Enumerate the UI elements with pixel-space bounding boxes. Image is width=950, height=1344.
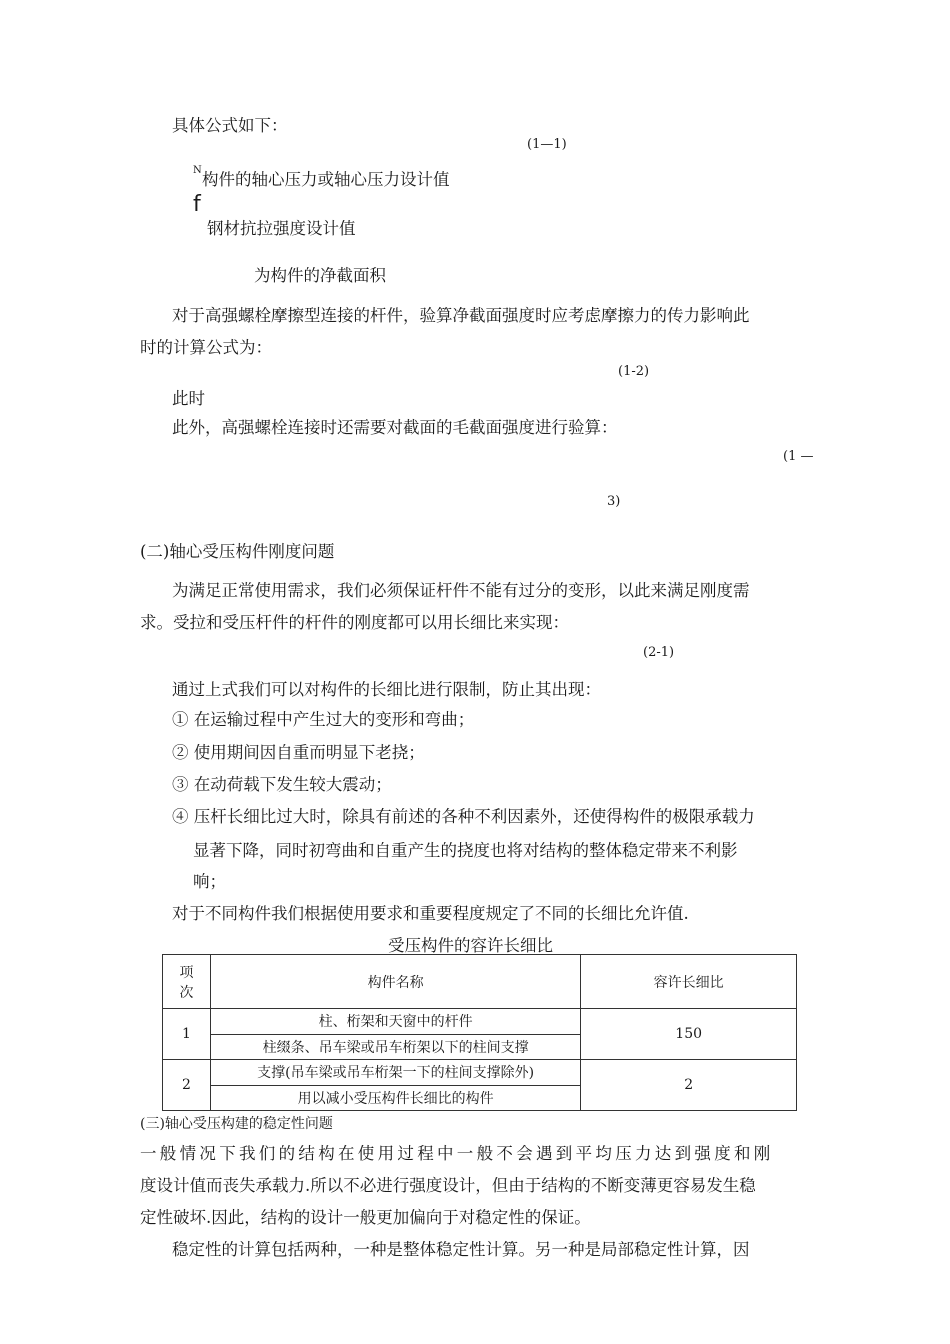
definition-n: 构件的轴心压力或轴心压力设计值 (202, 170, 450, 189)
header-name: 构件名称 (210, 955, 580, 1009)
table-row (163, 1009, 797, 1060)
para-allowable: 对于不同构件我们根据使用要求和重要程度规定了不同的长细比允许值. (172, 904, 689, 923)
header-item-line1: 项 (179, 964, 194, 981)
para-friction-line1: 对于高强螺栓摩擦型连接的杆件，验算净截面强度时应考虑摩擦力的传力影响此 (172, 306, 750, 325)
para-stability-line4: 稳定性的计算包括两种，一种是整体稳定性计算。另一种是局部稳定性计算，因 (172, 1240, 750, 1259)
row1-name-1: 柱、桁架和天窗中的杆件 (318, 1014, 473, 1031)
para-friction-line2: 时的计算公式为： (140, 338, 272, 357)
row1-item: 1 (163, 1009, 211, 1060)
para-gross: 此外，高强螺栓连接时还需要对截面的毛截面强度进行验算： (172, 418, 618, 437)
symbol-f: f (193, 192, 201, 217)
list-item-2: ② 使用期间因自重而明显下老挠； (172, 743, 425, 762)
equation-number-2-1: (2-1) (643, 645, 675, 660)
para-stability-line2: 度设计值而丧失承载力.所以不必进行强度设计，但由于结构的不断变薄更容易发生稳 (140, 1176, 756, 1195)
table-header-row (163, 955, 797, 1009)
header-ratio: 容许长细比 (581, 955, 797, 1009)
row1-names (210, 1009, 580, 1060)
section-2-title: (二)轴心受压构件刚度问题 (140, 542, 335, 561)
row1-ratio: 150 (581, 1009, 797, 1060)
para-stiffness-line1: 为满足正常使用需求，我们必须保证杆件不能有过分的变形，以此来满足刚度需 (172, 581, 750, 600)
row2-names (210, 1060, 580, 1111)
para-stability-line1: 一般情况下我们的结构在使用过程中一般不会遇到平均压力达到强度和刚 (140, 1144, 774, 1163)
formula-intro: 具体公式如下： (172, 116, 288, 135)
equation-number-1-3-part2: 3) (607, 494, 621, 509)
para-limit: 通过上式我们可以对构件的长细比进行限制，防止其出现： (172, 680, 601, 699)
row2-name-2: 用以减小受压构件长细比的构件 (211, 1085, 580, 1111)
header-item (163, 955, 211, 1009)
equation-number-1-2: (1-2) (618, 364, 650, 379)
list-item-4-cont1: 显著下降，同时初弯曲和自重产生的挠度也将对结构的整体稳定带来不利影 (193, 841, 738, 860)
row2-ratio: 2 (581, 1060, 797, 1111)
table-row (163, 1060, 797, 1111)
table-caption: 受压构件的容许长细比 (388, 936, 553, 955)
row2-name-1: 支撑(吊车梁或吊车桁架一下的柱间支撑除外) (257, 1065, 535, 1082)
section-3-title: (三)轴心受压构建的稳定性问题 (140, 1116, 333, 1132)
row1-name-2: 柱缀条、吊车梁或吊车桁架以下的柱间支撑 (211, 1034, 580, 1060)
slenderness-table (162, 954, 797, 1111)
header-item-line2: 次 (179, 984, 194, 1001)
para-stiffness-line2: 求。受拉和受压杆件的杆件的刚度都可以用长细比来实现： (140, 613, 569, 632)
list-item-4-cont2: 响； (193, 872, 226, 891)
definition-f: 钢材抗拉强度设计值 (207, 219, 356, 238)
equation-number-1-3-part1: (1 — (783, 449, 814, 464)
row2-item: 2 (163, 1060, 211, 1111)
definition-an: 为构件的净截面积 (254, 266, 386, 285)
list-item-4: ④ 压杆长细比过大时，除具有前述的各种不利因素外，还使得构件的极限承载力 (172, 807, 755, 826)
para-stability-line3: 定性破坏.因此，结构的设计一般更加偏向于对稳定性的保证。 (140, 1208, 591, 1227)
at-this-time: 此时 (172, 389, 205, 408)
list-item-3: ③ 在动荷载下发生较大震动； (172, 775, 392, 794)
equation-number-1-1: (1—1) (527, 137, 567, 152)
symbol-n: N (193, 165, 202, 176)
list-item-1: ① 在运输过程中产生过大的变形和弯曲； (172, 710, 475, 729)
